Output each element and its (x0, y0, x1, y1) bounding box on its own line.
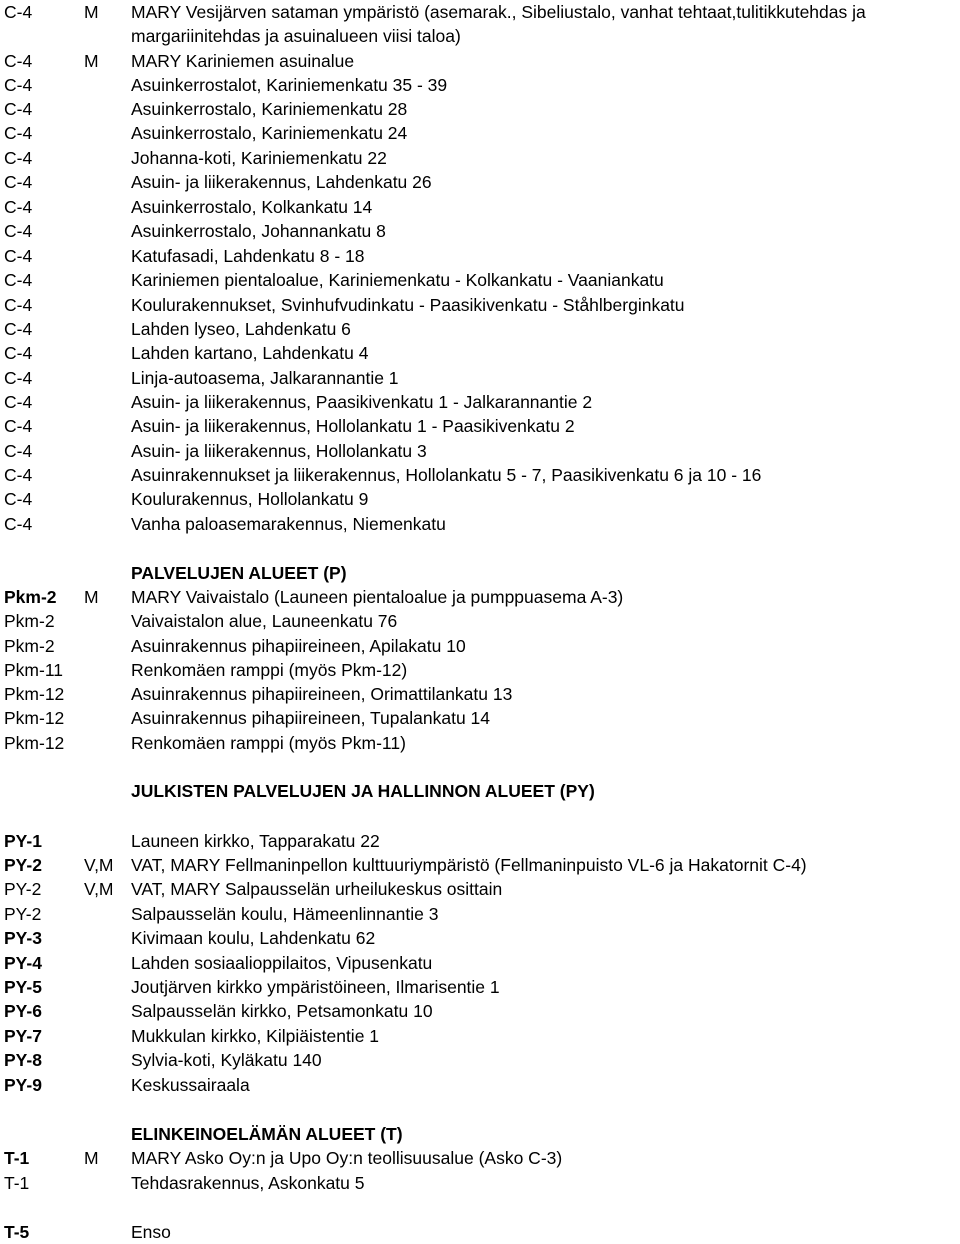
row-text: Asuin- ja liikerakennus, Lahdenkatu 26 (131, 172, 432, 192)
row-text: Renkomäen ramppi (myös Pkm-12) (131, 660, 408, 680)
row-code: Pkm-12 (4, 733, 65, 753)
row-code: PY-2 (4, 855, 42, 875)
row-text: Linja-autoasema, Jalkarannantie 1 (131, 368, 399, 388)
row-code: C-4 (4, 2, 33, 22)
row-text: Vanha paloasemarakennus, Niemenkatu (131, 514, 446, 534)
row-code: T-1 (4, 1173, 30, 1193)
row-text: Launeen kirkko, Tapparakatu 22 (131, 831, 380, 851)
row-text: Joutjärven kirkko ympäristöineen, Ilmarisentie 1 (131, 977, 500, 997)
row-code: C-4 (4, 392, 33, 412)
row-text: Asuinkerrostalo, Kariniemenkatu 28 (131, 99, 408, 119)
section-heading-py: JULKISTEN PALVELUJEN JA HALLINNON ALUEET (PY) (131, 781, 595, 801)
row-code: C-4 (4, 489, 33, 509)
row-text: Kivimaan koulu, Lahdenkatu 62 (131, 928, 376, 948)
row-code: PY-2 (4, 904, 42, 924)
row-code: PY-4 (4, 953, 42, 973)
row-code: C-4 (4, 123, 33, 143)
row-text: Asuinkerrostalo, Johannankatu 8 (131, 221, 386, 241)
row-continuation-text: margariinitehdas ja asuinalueen viisi taloa) (131, 26, 461, 46)
row-code: PY-8 (4, 1050, 42, 1070)
row-code: C-4 (4, 270, 33, 290)
row-code: C-4 (4, 197, 33, 217)
row-text: Asuin- ja liikerakennus, Paasikivenkatu 1 - Jalkarannantie 2 (131, 392, 593, 412)
row-text: Asuinrakennus pihapiireineen, Orimattilankatu 13 (131, 684, 513, 704)
row-code: C-4 (4, 465, 33, 485)
row-code: C-4 (4, 514, 33, 534)
row-mark: M (84, 2, 99, 22)
row-text: VAT, MARY Salpausselän urheilukeskus osittain (131, 879, 503, 899)
row-code: C-4 (4, 441, 33, 461)
row-text: Katufasadi, Lahdenkatu 8 - 18 (131, 246, 365, 266)
row-text: Koulurakennukset, Svinhufvudinkatu - Paasikivenkatu - Ståhlberginkatu (131, 295, 685, 315)
row-code: PY-7 (4, 1026, 42, 1046)
row-text: Kariniemen pientaloalue, Kariniemenkatu - Kolkankatu - Vaaniankatu (131, 270, 664, 290)
row-text: Lahden sosiaalioppilaitos, Vipusenkatu (131, 953, 433, 973)
row-code: C-4 (4, 246, 33, 266)
row-code: T-5 (4, 1222, 30, 1242)
row-text: MARY Kariniemen asuinalue (131, 51, 355, 71)
row-code: C-4 (4, 416, 33, 436)
row-text: MARY Vesijärven sataman ympäristö (asemarak., Sibeliustalo, vanhat tehtaat,tulitikkutehdas ja (131, 2, 866, 22)
row-code: Pkm-12 (4, 708, 65, 728)
row-text: Renkomäen ramppi (myös Pkm-11) (131, 733, 406, 753)
row-text: Koulurakennus, Hollolankatu 9 (131, 489, 369, 509)
row-code: PY-5 (4, 977, 42, 997)
row-mark: V,M (84, 855, 114, 875)
row-text: MARY Vaivaistalo (Launeen pientaloalue ja pumppuasema A-3) (131, 587, 624, 607)
row-text: Asuin- ja liikerakennus, Hollolankatu 1 - Paasikivenkatu 2 (131, 416, 575, 436)
row-text: Tehdasrakennus, Askonkatu 5 (131, 1173, 365, 1193)
row-code: C-4 (4, 343, 33, 363)
row-text: Asuinrakennus pihapiireineen, Tupalankatu 14 (131, 708, 491, 728)
row-code: PY-1 (4, 831, 42, 851)
row-code: C-4 (4, 368, 33, 388)
row-code: T-1 (4, 1148, 30, 1168)
row-code: C-4 (4, 295, 33, 315)
row-text: Mukkulan kirkko, Kilpiäistentie 1 (131, 1026, 380, 1046)
row-code: PY-3 (4, 928, 42, 948)
row-text: Asuinkerrostalo, Kolkankatu 14 (131, 197, 373, 217)
row-code: Pkm-11 (4, 660, 63, 680)
section-heading-p: PALVELUJEN ALUEET (P) (131, 563, 347, 583)
row-code: C-4 (4, 172, 33, 192)
row-code: PY-2 (4, 879, 42, 899)
row-text: VAT, MARY Fellmaninpellon kulttuuriympäristö (Fellmaninpuisto VL-6 ja Hakatornit C-4) (131, 855, 807, 875)
row-code: C-4 (4, 99, 33, 119)
row-text: Lahden lyseo, Lahdenkatu 6 (131, 319, 351, 339)
row-code: C-4 (4, 75, 33, 95)
row-text: Lahden kartano, Lahdenkatu 4 (131, 343, 369, 363)
row-code: C-4 (4, 51, 33, 71)
row-code: PY-6 (4, 1001, 42, 1021)
row-code: C-4 (4, 221, 33, 241)
row-text: Sylvia-koti, Kyläkatu 140 (131, 1050, 322, 1070)
row-code: Pkm-2 (4, 611, 55, 631)
row-code: Pkm-2 (4, 636, 55, 656)
row-text: Keskussairaala (131, 1075, 250, 1095)
row-text: Asuinrakennukset ja liikerakennus, Hollolankatu 5 - 7, Paasikivenkatu 6 ja 10 - 16 (131, 465, 762, 485)
row-code: C-4 (4, 148, 33, 168)
row-text: Enso (131, 1222, 171, 1242)
row-mark: V,M (84, 879, 114, 899)
row-mark: M (84, 51, 99, 71)
row-code: C-4 (4, 319, 33, 339)
row-text: Salpausselän koulu, Hämeenlinnantie 3 (131, 904, 439, 924)
row-code: Pkm-2 (4, 587, 57, 607)
row-mark: M (84, 587, 99, 607)
section-heading-t: ELINKEINOELÄMÄN ALUEET (T) (131, 1124, 403, 1144)
row-text: Asuin- ja liikerakennus, Hollolankatu 3 (131, 441, 427, 461)
row-text: Vaivaistalon alue, Launeenkatu 76 (131, 611, 398, 631)
row-mark: M (84, 1148, 99, 1168)
row-code: Pkm-12 (4, 684, 65, 704)
row-text: Johanna-koti, Kariniemenkatu 22 (131, 148, 387, 168)
row-text: Asuinrakennus pihapiireineen, Apilakatu 10 (131, 636, 466, 656)
row-text: Asuinkerrostalo, Kariniemenkatu 24 (131, 123, 408, 143)
row-text: MARY Asko Oy:n ja Upo Oy:n teollisuusalue (Asko C-3) (131, 1148, 563, 1168)
row-text: Salpausselän kirkko, Petsamonkatu 10 (131, 1001, 433, 1021)
row-text: Asuinkerrostalot, Kariniemenkatu 35 - 39 (131, 75, 448, 95)
row-code: PY-9 (4, 1075, 42, 1095)
